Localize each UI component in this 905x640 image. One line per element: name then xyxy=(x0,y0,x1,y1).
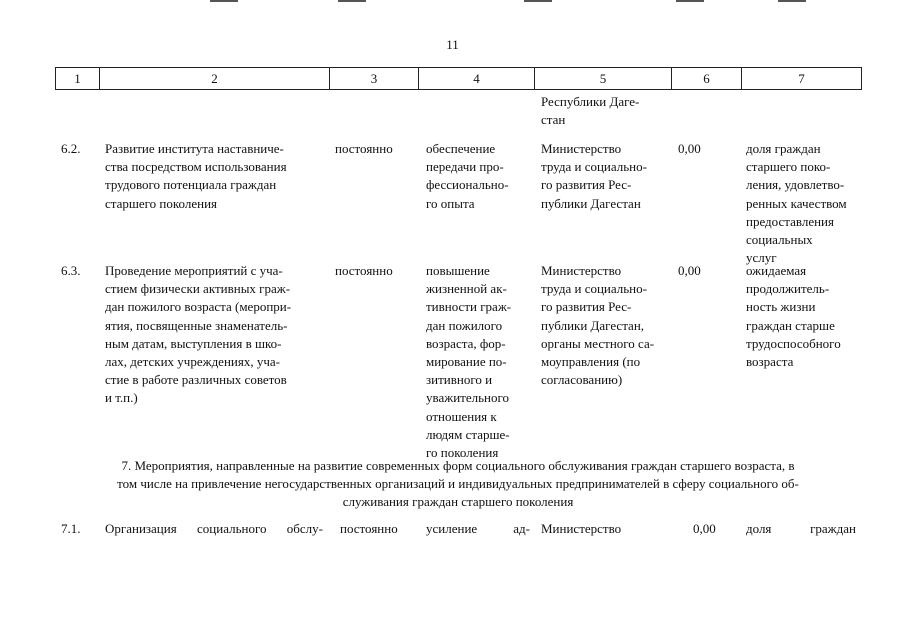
text-line: возраста xyxy=(746,354,794,370)
text-line: Проведение мероприятий с уча- xyxy=(105,263,283,278)
text-line: ренных качеством xyxy=(746,195,847,211)
text-line: моуправления (по xyxy=(541,354,641,370)
text-line: мирование по- xyxy=(426,354,507,370)
text-line: стие в работе различных советов xyxy=(105,372,287,388)
event-name xyxy=(105,262,291,408)
word: доля xyxy=(746,521,772,536)
text-line: стан xyxy=(541,112,566,128)
text-line: ность жизни xyxy=(746,299,816,315)
text-line: служивания граждан старшего поколения xyxy=(342,494,574,509)
text-line: предоставления xyxy=(746,213,834,229)
text-line: социальных xyxy=(746,232,813,248)
text-line: передачи про- xyxy=(426,159,504,175)
scan-edge-mark xyxy=(676,0,704,2)
event-term: постоянно xyxy=(340,521,398,536)
text-line: ства посредством использования xyxy=(105,159,287,175)
row-number: 6.2. xyxy=(61,141,81,156)
text-line: услуг xyxy=(746,250,777,266)
text-line: продолжитель- xyxy=(746,281,830,297)
target-indicator xyxy=(746,262,841,371)
text-line: старшего поко- xyxy=(746,159,831,175)
text-line: Развитие института наставниче- xyxy=(105,141,284,156)
event-term: постоянно xyxy=(335,263,393,278)
header-cell-2: 2 xyxy=(99,67,330,90)
text-line: Министерство xyxy=(541,141,622,156)
text-line: Министерство xyxy=(541,263,622,278)
text-line: согласованию) xyxy=(541,372,623,388)
expected-result xyxy=(426,140,509,213)
text-line: возраста, фор- xyxy=(426,335,506,351)
text-line: повышение xyxy=(426,263,490,278)
executor xyxy=(541,140,647,213)
text-line: го развития Рес- xyxy=(541,299,632,315)
text-line: ления, удовлетво- xyxy=(746,177,845,193)
funding-amount: 0,00 xyxy=(678,263,701,278)
expected-result xyxy=(426,262,511,462)
text-line: доля граждан xyxy=(746,141,821,156)
text-line: Республики Даге- xyxy=(541,94,640,109)
scan-edge-mark xyxy=(524,0,552,2)
text-line: обеспечение xyxy=(426,141,496,156)
page-number: 11 xyxy=(446,37,459,52)
header-cell-6: 6 xyxy=(671,67,742,90)
text-line: органы местного са- xyxy=(541,335,655,351)
scan-edge-mark xyxy=(778,0,806,2)
text-line: лах, детских учреждениях, уча- xyxy=(105,354,280,370)
text-line: фессионально- xyxy=(426,177,509,193)
text-line: публики Дагестан, xyxy=(541,317,645,333)
text-line: дан пожилого возраста (меропри- xyxy=(105,299,292,315)
text-line: тивности граж- xyxy=(426,299,512,315)
row-number: 6.3. xyxy=(61,263,81,278)
text-line: дан пожилого xyxy=(426,317,503,333)
word: обслу- xyxy=(286,521,323,536)
text-line: ятия, посвященные знаменатель- xyxy=(105,317,288,333)
target-indicator xyxy=(746,140,847,267)
event-term: постоянно xyxy=(335,141,393,156)
text-line: том числе на привлечение негосударственных организаций и индивидуальных предпринимателей в сферу социального об- xyxy=(117,476,799,491)
text-line: старшего поколения xyxy=(105,195,218,211)
header-cell-3: 3 xyxy=(329,67,419,90)
text-line: жизненной ак- xyxy=(426,281,507,297)
funding-amount: 0,00 xyxy=(678,141,701,156)
text-line: трудового потенциала граждан xyxy=(105,177,277,193)
row-number: 7.1. xyxy=(61,521,81,536)
event-name xyxy=(105,520,323,538)
executor xyxy=(541,262,654,389)
header-cell-5: 5 xyxy=(534,67,672,90)
header-cell-7: 7 xyxy=(741,67,862,90)
word: граждан xyxy=(810,521,856,536)
text-line: трудоспособного xyxy=(746,335,841,351)
text-line: зитивного и xyxy=(426,372,493,388)
scan-edge-mark xyxy=(338,0,366,2)
word: усиление xyxy=(426,521,478,536)
header-cell-4: 4 xyxy=(418,67,535,90)
funding-amount: 0,00 xyxy=(693,521,716,536)
scan-edge-mark xyxy=(210,0,238,2)
expected-result xyxy=(426,520,530,538)
text-line: го опыта xyxy=(426,195,475,211)
event-name xyxy=(105,140,287,213)
text-line: труда и социально- xyxy=(541,159,647,175)
target-indicator xyxy=(746,520,856,538)
text-line: отношения к xyxy=(426,408,497,424)
text-line: труда и социально- xyxy=(541,281,647,297)
executor: Министерство xyxy=(541,521,622,536)
text-line: публики Дагестан xyxy=(541,195,641,211)
text-line: ным датам, выступления в шко- xyxy=(105,335,282,351)
text-line: уважительного xyxy=(426,390,510,406)
text-line: 7. Мероприятия, направленные на развитие современных форм социального обслуживания граждан старшего возраста, в xyxy=(121,458,795,473)
word: ад- xyxy=(513,521,530,536)
word: социального xyxy=(197,521,267,536)
word: Организация xyxy=(105,521,177,536)
text-line: граждан старше xyxy=(746,317,835,333)
text-line: го развития Рес- xyxy=(541,177,632,193)
continuation-executor xyxy=(541,93,639,129)
text-line: стием физически активных граж- xyxy=(105,281,291,297)
text-line: людям старше- xyxy=(426,426,510,442)
header-cell-1: 1 xyxy=(55,67,100,90)
text-line: ожидаемая xyxy=(746,263,807,278)
text-line: и т.п.) xyxy=(105,390,138,406)
text-line: го поколения xyxy=(426,445,499,461)
